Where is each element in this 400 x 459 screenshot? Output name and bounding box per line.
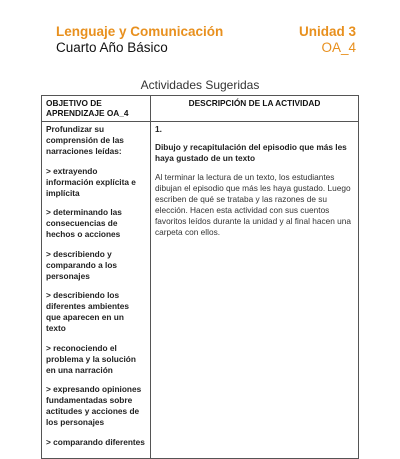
objective-item: > reconociendo el problema y la solución en una narración xyxy=(46,342,136,375)
unit-label: Unidad 3 xyxy=(298,24,356,39)
objective-item: > expresando opiniones fundamentadas sobre actitudes y acciones de los personajes xyxy=(46,384,142,427)
document-header xyxy=(56,24,356,58)
activity-number: 1. xyxy=(155,124,162,134)
activity-title: Dibujo y recapitulación del episodio que más les haya gustado de un texto xyxy=(155,142,347,163)
table-row xyxy=(42,122,359,459)
description-column-header: DESCRIPCIÓN DE LA ACTIVIDAD xyxy=(151,96,359,122)
table-header-row xyxy=(42,96,359,122)
objective-item: > describiendo los diferentes ambientes que aparecen en un texto xyxy=(46,290,129,333)
section-title: Actividades Sugeridas xyxy=(140,78,260,92)
objective-column-header: OBJETIVO DE APRENDIZAJE OA_4 xyxy=(42,96,151,122)
grade-level: Cuarto Año Básico xyxy=(56,40,168,55)
objective-intro: Profundizar su comprensión de las narraciones leídas: xyxy=(46,124,124,156)
objectives-cell xyxy=(42,122,151,459)
activity-description: Al terminar la lectura de un texto, los estudiantes dibujan el episodio que más les haya gustado. Luego escriben de qué se trataba y las razones de su elección. Hacen esta actividad con sus cuentos favoritos leídos durante la unidad y al final hacen una carpeta con ellos. xyxy=(155,172,352,237)
objective-item: > comparando diferentes xyxy=(46,436,145,447)
objective-item: > describiendo y comparando a los personajes xyxy=(46,248,118,281)
activities-table xyxy=(41,95,359,459)
objective-item: > extrayendo información explícita e implícita xyxy=(46,165,136,198)
objective-item: > determinando las consecuencias de hechos o acciones xyxy=(46,207,122,239)
activity-description-cell xyxy=(151,122,359,459)
objective-code: OA_4 xyxy=(321,40,356,55)
subject-title: Lenguaje y Comunicación xyxy=(56,24,224,39)
